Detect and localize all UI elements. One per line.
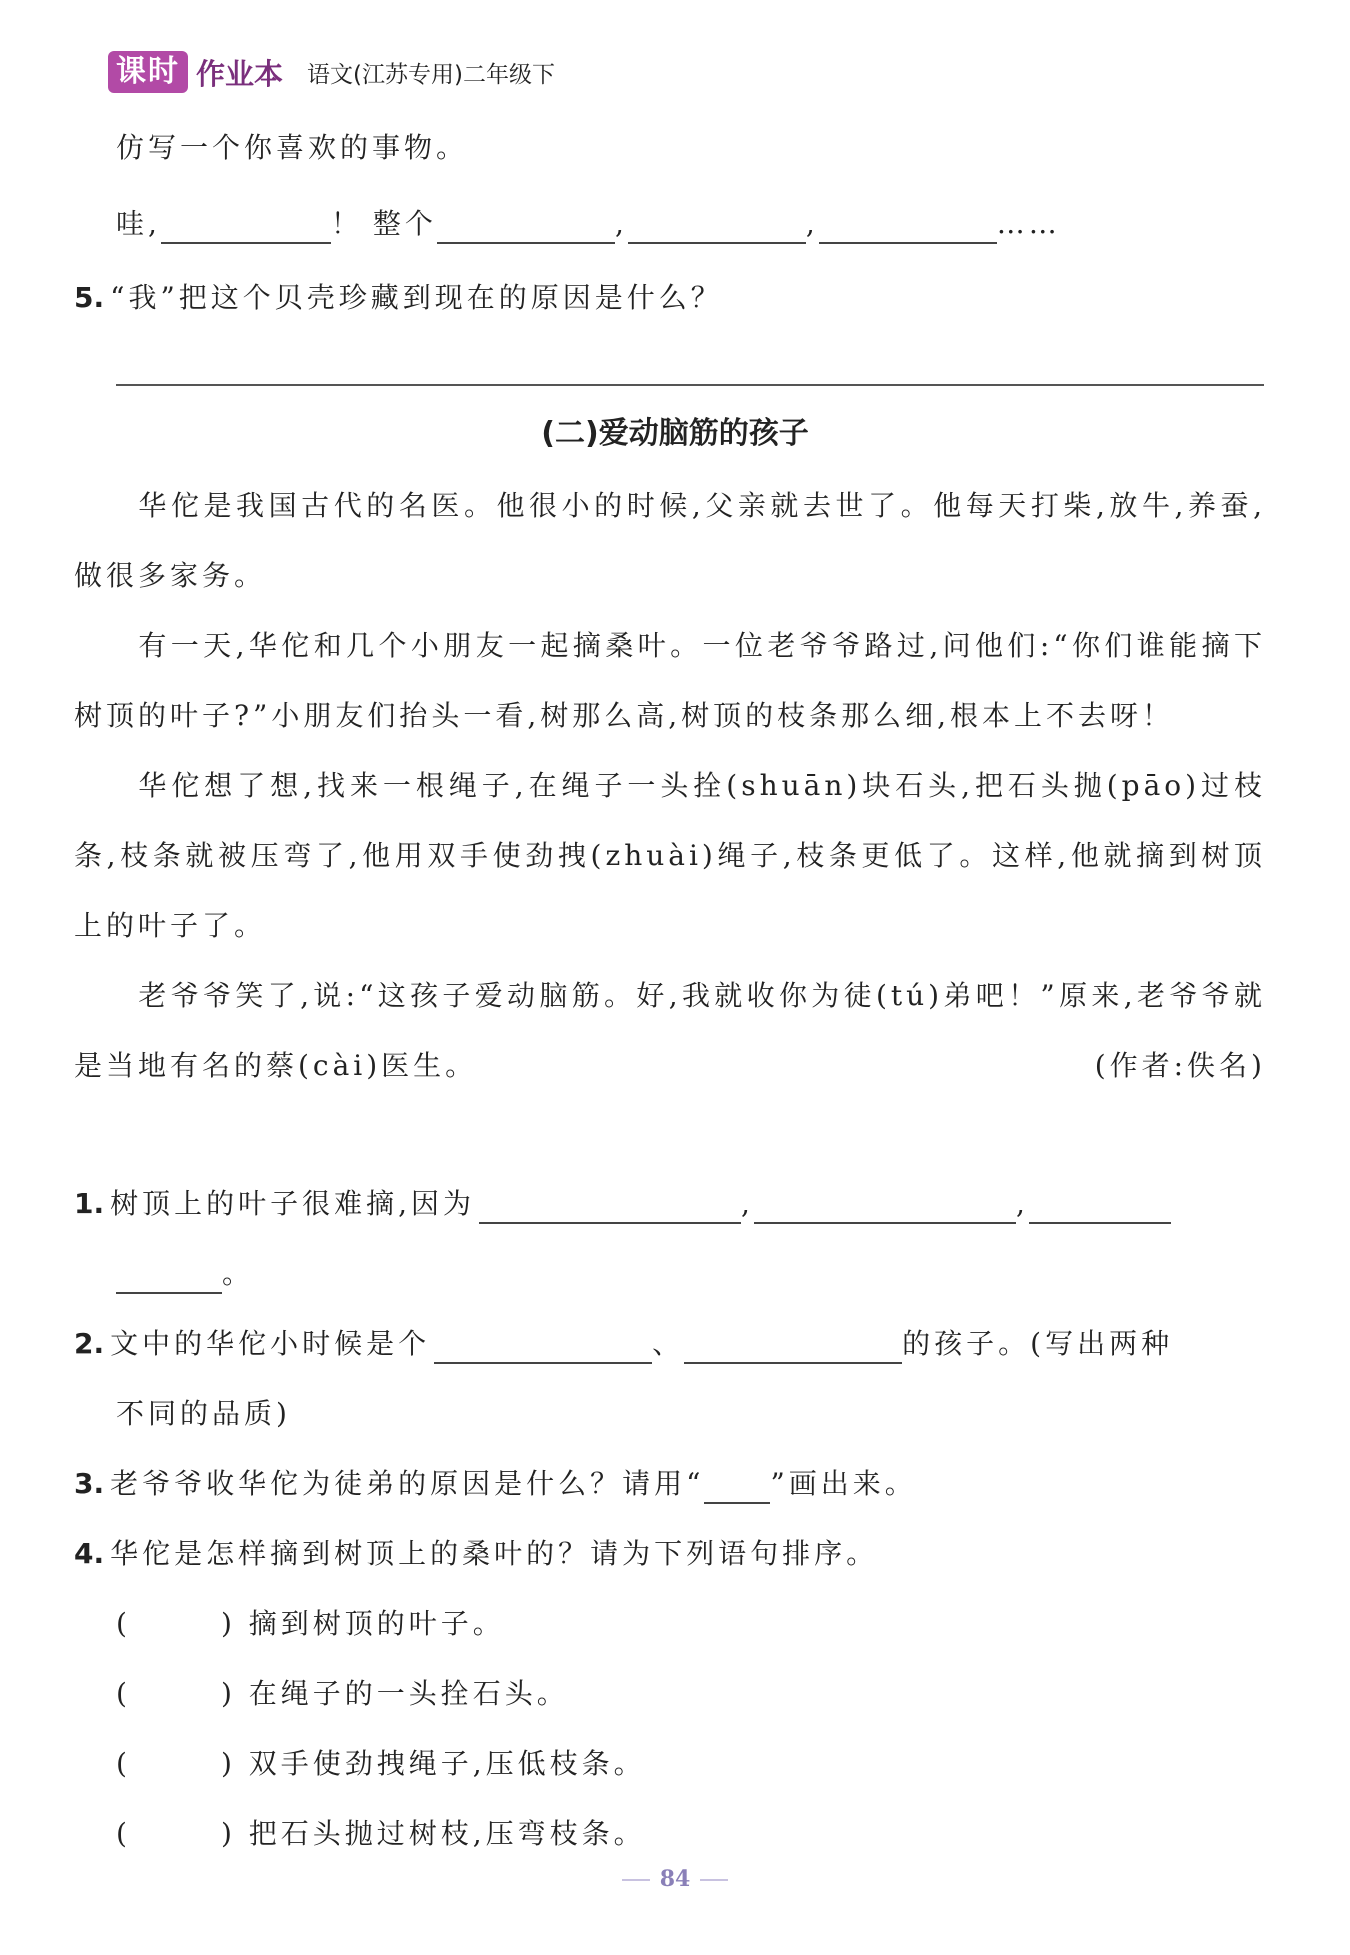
imitate-whole: 整个 <box>372 207 437 240</box>
page-dash-right <box>700 1879 728 1881</box>
q1-end: 。 <box>222 1257 255 1290</box>
logo-text: 作业本 <box>196 56 284 91</box>
q2-text: 文中的华佗小时候是个 <box>110 1327 431 1360</box>
order-paren-close: ) <box>220 1817 236 1850</box>
paragraph-1: 华佗是我国古代的名医。他很小的时候,父亲就去世了。他每天打柴,放牛,养蚕,做很多家务。 <box>74 489 1266 592</box>
order-item-1 <box>116 1604 505 1644</box>
q1-text: 树顶上的叶子很难摘,因为 <box>110 1187 476 1220</box>
q5-text: “我”把这个贝壳珍藏到现在的原因是什么？ <box>110 281 723 314</box>
order-paren-open: ( <box>116 1747 131 1780</box>
q1-comma-2: , <box>1015 1187 1029 1220</box>
ellipsis: …… <box>996 207 1061 240</box>
imitate-line <box>116 204 1061 244</box>
imitate-blank-1[interactable] <box>161 212 331 244</box>
section-title: (二)爱动脑筋的孩子 <box>541 416 809 451</box>
q2-number: 2. <box>74 1327 105 1360</box>
order-text-2: 在绳子的一头拴石头。 <box>248 1677 569 1710</box>
page-dash-left <box>622 1879 650 1881</box>
q5-number: 5. <box>74 281 105 314</box>
question-1 <box>74 1184 1171 1224</box>
imitate-blank-2[interactable] <box>437 212 615 244</box>
imitate-prompt: 仿写一个你喜欢的事物。 <box>116 131 469 164</box>
q2-sep: 、 <box>652 1327 685 1360</box>
page-number-text: 84 <box>659 1866 691 1892</box>
imitate-excl: ！ <box>330 207 363 240</box>
q3-text-a: 老爷爷收华佗为徒弟的原因是什么？请用“ <box>110 1467 705 1500</box>
q4-text: 华佗是怎样摘到树顶上的桑叶的？请为下列语句排序。 <box>110 1537 879 1570</box>
order-text-3: 双手使劲拽绳子,压低枝条。 <box>248 1747 646 1780</box>
q1-number: 1. <box>74 1187 105 1220</box>
subject-label: 语文(江苏专用)二年级下 <box>307 61 555 88</box>
q1-blank-4[interactable] <box>116 1262 222 1294</box>
order-paren-close: ) <box>220 1677 236 1710</box>
question-2 <box>74 1324 1173 1364</box>
paragraph-4-text: 老爷爷笑了,说:“这孩子爱动脑筋。好,我就收你为徒(tú)弟吧！”原来,老爷爷就是当地有名的蔡(cài)医生。 <box>74 979 1266 1082</box>
order-item-3 <box>116 1744 646 1784</box>
paragraph-3: 华佗想了想,找来一根绳子,在绳子一头拴(shuān)块石头,把石头抛(pāo)过枝条,枝条就被压弯了,他用双手使劲拽(zhuài)绳子,枝条更低了。这样,他就摘到树顶上的叶子了。 <box>74 769 1266 942</box>
passage <box>74 471 1266 1101</box>
comma-1: , <box>614 207 628 240</box>
question-3 <box>74 1464 917 1504</box>
question-1-cont <box>116 1254 254 1294</box>
question-4 <box>74 1534 878 1574</box>
q1-blank-3[interactable] <box>1029 1192 1171 1224</box>
order-item-2 <box>116 1674 569 1714</box>
q3-text-b: ”画出来。 <box>770 1467 917 1500</box>
q5-answer-line[interactable] <box>116 384 1264 386</box>
order-item-4 <box>116 1814 646 1854</box>
order-text-1: 摘到树顶的叶子。 <box>248 1607 505 1640</box>
paragraph-4 <box>74 961 1266 1101</box>
q1-blank-1[interactable] <box>479 1192 741 1224</box>
q3-number: 3. <box>74 1467 105 1500</box>
logo-badge: 课时 <box>108 51 188 93</box>
order-paren-close: ) <box>220 1747 236 1780</box>
page-number <box>0 1866 1350 1892</box>
paragraph-2: 有一天,华佗和几个小朋友一起摘桑叶。一位老爷爷路过,问他们:“你们谁能摘下树顶的叶子?”小朋友们抬头一看,树那么高,树顶的枝条那么细,根本上不去呀！ <box>74 629 1266 732</box>
q2-after: 的孩子。(写出两种 <box>902 1327 1174 1360</box>
order-paren-open: ( <box>116 1817 131 1850</box>
order-paren-close: ) <box>220 1607 236 1640</box>
author-credit: (作者:佚名) <box>1094 1049 1266 1082</box>
imitate-wa: 哇, <box>116 207 161 240</box>
page-header <box>108 50 555 94</box>
q1-blank-2[interactable] <box>754 1192 1016 1224</box>
question-5 <box>74 278 723 318</box>
logo <box>108 51 283 93</box>
q2-cont: 不同的品质) <box>116 1397 291 1430</box>
imitate-blank-4[interactable] <box>819 212 997 244</box>
q2-blank-1[interactable] <box>434 1332 652 1364</box>
q2-blank-2[interactable] <box>684 1332 902 1364</box>
order-text-4: 把石头抛过树枝,压弯枝条。 <box>248 1817 646 1850</box>
order-paren-open: ( <box>116 1677 131 1710</box>
imitate-blank-3[interactable] <box>628 212 806 244</box>
q1-comma-1: , <box>741 1187 754 1220</box>
order-paren-open: ( <box>116 1607 131 1640</box>
q4-number: 4. <box>74 1537 105 1570</box>
comma-2: , <box>805 207 819 240</box>
q3-underline-sample <box>704 1472 770 1504</box>
